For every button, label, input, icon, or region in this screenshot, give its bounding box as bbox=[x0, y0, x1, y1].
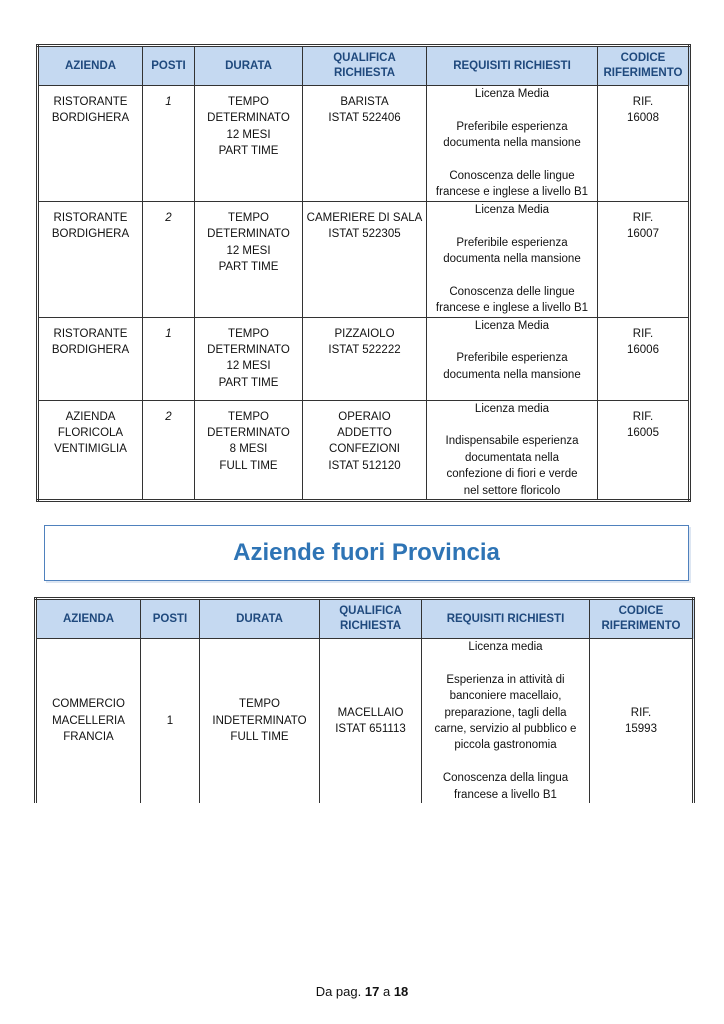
table-row bbox=[38, 86, 690, 202]
cell-azienda-line: MACELLERIA bbox=[52, 714, 125, 727]
cell-requisiti-line: preparazione, tagli della bbox=[444, 706, 567, 719]
cell-qualifica-line: ISTAT 512120 bbox=[328, 459, 401, 472]
header-codice: CODICE RIFERIMENTO bbox=[598, 46, 690, 86]
cell-durata-line: DETERMINATO bbox=[207, 427, 290, 440]
cell-requisiti-line: Licenza Media bbox=[474, 319, 550, 332]
header-requisiti: REQUISITI RICHIESTI bbox=[422, 599, 590, 639]
cell-requisiti-line: documenta nella mansione bbox=[443, 368, 581, 381]
cell-requisiti-line: banconiere macellaio, bbox=[449, 690, 562, 703]
cell-requisiti-line: francese e inglese a livello B1 bbox=[435, 302, 589, 315]
cell-requisiti-line: francese e inglese a livello B1 bbox=[435, 186, 589, 199]
header-azienda: AZIENDA bbox=[38, 46, 143, 86]
cell-codice bbox=[590, 639, 694, 804]
cell-durata-line: INDETERMINATO bbox=[212, 714, 307, 727]
section-title: Aziende fuori Provincia bbox=[233, 539, 500, 566]
cell-durata-line: PART TIME bbox=[218, 261, 279, 274]
cell-requisiti-line bbox=[429, 417, 595, 433]
table-row bbox=[36, 639, 694, 804]
section-banner bbox=[44, 525, 689, 581]
header-durata: DURATA bbox=[195, 46, 303, 86]
cell-codice-line: 16008 bbox=[627, 112, 659, 125]
cell-durata bbox=[195, 201, 303, 317]
cell-posti-value: 2 bbox=[165, 211, 172, 224]
cell-qualifica-line: ISTAT 522305 bbox=[328, 228, 401, 241]
cell-requisiti-line: Licenza Media bbox=[474, 88, 550, 100]
cell-codice bbox=[598, 201, 690, 317]
cell-qualifica-line: PIZZAIOLO bbox=[334, 327, 395, 340]
cell-durata bbox=[195, 86, 303, 202]
job-table-fuori-provincia bbox=[34, 597, 695, 803]
cell-qualifica-line: ISTAT 522406 bbox=[328, 112, 401, 125]
cell-qualifica bbox=[303, 86, 427, 202]
cell-posti-value: 1 bbox=[165, 327, 172, 340]
cell-azienda-line: FLORICOLA bbox=[57, 427, 124, 440]
cell-qualifica-line: MACELLAIO bbox=[337, 706, 404, 719]
table-header-row bbox=[38, 46, 690, 86]
cell-qualifica bbox=[303, 317, 427, 400]
footer-page-number: 17 bbox=[364, 984, 380, 999]
cell-durata-line: 12 MESI bbox=[226, 128, 271, 141]
cell-durata bbox=[195, 317, 303, 400]
cell-requisiti-line bbox=[429, 152, 595, 168]
cell-azienda-line: AZIENDA bbox=[65, 410, 116, 423]
cell-requisiti bbox=[427, 400, 598, 500]
cell-posti bbox=[143, 317, 195, 400]
header-durata: DURATA bbox=[200, 599, 320, 639]
cell-durata-line: 8 MESI bbox=[229, 443, 268, 456]
cell-azienda bbox=[38, 86, 143, 202]
cell-codice-line: RIF. bbox=[632, 410, 654, 423]
page-footer bbox=[0, 984, 724, 999]
cell-qualifica bbox=[320, 639, 422, 804]
cell-requisiti-line: Conoscenza delle lingue bbox=[449, 170, 575, 182]
cell-durata bbox=[195, 400, 303, 500]
cell-azienda-line: COMMERCIO bbox=[52, 698, 125, 711]
cell-codice-line: 16005 bbox=[627, 427, 659, 440]
cell-codice bbox=[598, 317, 690, 400]
cell-durata-line: FULL TIME bbox=[230, 731, 289, 744]
cell-posti bbox=[143, 201, 195, 317]
footer-separator: a bbox=[382, 984, 391, 999]
cell-requisiti bbox=[427, 317, 598, 400]
table-row bbox=[38, 400, 690, 500]
table-body bbox=[36, 639, 694, 804]
header-posti: POSTI bbox=[143, 46, 195, 86]
cell-requisiti-line: documenta nella mansione bbox=[443, 137, 581, 150]
footer-prefix: Da pag. bbox=[315, 984, 362, 999]
cell-codice-line: 16007 bbox=[627, 228, 659, 241]
cell-codice-line: 15993 bbox=[625, 723, 657, 736]
cell-posti bbox=[143, 86, 195, 202]
cell-durata-line: DETERMINATO bbox=[207, 344, 290, 357]
table-row bbox=[38, 201, 690, 317]
cell-azienda-line: FRANCIA bbox=[63, 731, 114, 744]
cell-requisiti-line: nel settore floricolo bbox=[463, 484, 561, 497]
cell-durata-line: DETERMINATO bbox=[207, 228, 290, 241]
cell-qualifica-line: CAMERIERE DI SALA bbox=[306, 211, 423, 224]
cell-requisiti-line: Licenza media bbox=[468, 641, 543, 653]
cell-requisiti bbox=[427, 86, 598, 202]
cell-qualifica-line: ISTAT 651113 bbox=[335, 723, 406, 736]
cell-requisiti-line: Licenza Media bbox=[474, 203, 550, 216]
cell-azienda-line: RISTORANTE bbox=[53, 211, 128, 224]
cell-requisiti-line: piccola gastronomia bbox=[454, 739, 557, 752]
cell-requisiti-line: documentata nella bbox=[465, 451, 559, 464]
cell-requisiti-line: francese a livello B1 bbox=[454, 788, 557, 801]
cell-requisiti-line: Conoscenza della lingua bbox=[442, 772, 569, 785]
cell-azienda-line: BORDIGHERA bbox=[51, 228, 130, 241]
header-requisiti: REQUISITI RICHIESTI bbox=[427, 46, 598, 86]
cell-requisiti bbox=[422, 639, 590, 804]
job-table-provincia bbox=[36, 44, 691, 502]
cell-azienda bbox=[36, 639, 141, 804]
cell-azienda bbox=[38, 201, 143, 317]
cell-durata-line: TEMPO bbox=[228, 96, 269, 108]
cell-posti-value: 1 bbox=[165, 96, 172, 108]
cell-requisiti-line: carne, servizio al pubblico e bbox=[434, 723, 577, 736]
cell-codice-line: RIF. bbox=[632, 211, 654, 224]
cell-durata-line: TEMPO bbox=[228, 410, 269, 423]
cell-qualifica-line: OPERAIO bbox=[338, 410, 391, 423]
cell-requisiti-line: Preferibile esperienza bbox=[456, 120, 568, 133]
cell-qualifica-line: ADDETTO bbox=[337, 427, 392, 440]
cell-posti bbox=[143, 400, 195, 500]
cell-azienda-line: RISTORANTE bbox=[53, 96, 128, 108]
cell-requisiti-line: confezione di fiori e verde bbox=[446, 468, 578, 481]
cell-codice bbox=[598, 400, 690, 500]
cell-qualifica-line: ISTAT 522222 bbox=[328, 344, 401, 357]
cell-requisiti-line: Preferibile esperienza bbox=[456, 236, 568, 249]
cell-durata bbox=[200, 639, 320, 804]
cell-requisiti-line: documenta nella mansione bbox=[443, 253, 581, 266]
cell-posti-value: 2 bbox=[165, 410, 172, 423]
cell-posti bbox=[141, 639, 200, 804]
cell-requisiti-line bbox=[429, 383, 595, 399]
cell-requisiti-line: Indispensabile esperienza bbox=[445, 435, 579, 448]
cell-requisiti bbox=[427, 201, 598, 317]
cell-requisiti-line bbox=[429, 218, 595, 234]
cell-durata-line: 12 MESI bbox=[226, 244, 271, 257]
cell-durata-line: TEMPO bbox=[228, 327, 269, 340]
cell-requisiti-line bbox=[429, 334, 595, 350]
cell-codice-line: RIF. bbox=[632, 96, 654, 108]
cell-requisiti-line bbox=[424, 655, 587, 671]
cell-durata-line: DETERMINATO bbox=[207, 112, 290, 125]
cell-posti-value: 1 bbox=[166, 714, 174, 727]
cell-codice-line: 16006 bbox=[627, 344, 659, 357]
cell-qualifica bbox=[303, 201, 427, 317]
header-qualifica: QUALIFICA RICHIESTA bbox=[320, 599, 422, 639]
cell-qualifica bbox=[303, 400, 427, 500]
cell-durata-line: 12 MESI bbox=[226, 360, 271, 373]
cell-azienda bbox=[38, 317, 143, 400]
cell-azienda-line: BORDIGHERA bbox=[51, 112, 130, 125]
header-posti: POSTI bbox=[141, 599, 200, 639]
cell-requisiti-line: Preferibile esperienza bbox=[456, 352, 568, 365]
cell-qualifica-line: CONFEZIONI bbox=[329, 443, 400, 456]
cell-requisiti-line bbox=[429, 267, 595, 283]
header-qualifica: QUALIFICA RICHIESTA bbox=[303, 46, 427, 86]
cell-durata-line: FULL TIME bbox=[219, 459, 278, 472]
cell-qualifica-line: BARISTA bbox=[340, 96, 389, 108]
cell-codice-line: RIF. bbox=[632, 327, 654, 340]
cell-requisiti-line: Esperienza in attività di bbox=[446, 673, 565, 686]
cell-codice-line: RIF. bbox=[630, 706, 652, 719]
table-header-row bbox=[36, 599, 694, 639]
cell-azienda-line: BORDIGHERA bbox=[51, 344, 130, 357]
cell-requisiti-line bbox=[429, 102, 595, 118]
cell-azienda-line: RISTORANTE bbox=[53, 327, 128, 340]
cell-durata-line: TEMPO bbox=[228, 211, 269, 224]
cell-durata-line: PART TIME bbox=[218, 376, 279, 389]
cell-durata-line: TEMPO bbox=[239, 698, 280, 711]
cell-requisiti-line: Licenza media bbox=[474, 402, 550, 415]
table-body bbox=[38, 86, 690, 501]
cell-azienda bbox=[38, 400, 143, 500]
cell-azienda-line: VENTIMIGLIA bbox=[54, 443, 127, 456]
cell-requisiti-line bbox=[424, 754, 587, 770]
footer-page-total: 18 bbox=[393, 984, 409, 999]
header-codice: CODICE RIFERIMENTO bbox=[590, 599, 694, 639]
table-row bbox=[38, 317, 690, 400]
cell-durata-line: PART TIME bbox=[218, 145, 279, 158]
header-azienda: AZIENDA bbox=[36, 599, 141, 639]
cell-codice bbox=[598, 86, 690, 202]
cell-requisiti-line: Conoscenza delle lingue bbox=[449, 285, 575, 298]
